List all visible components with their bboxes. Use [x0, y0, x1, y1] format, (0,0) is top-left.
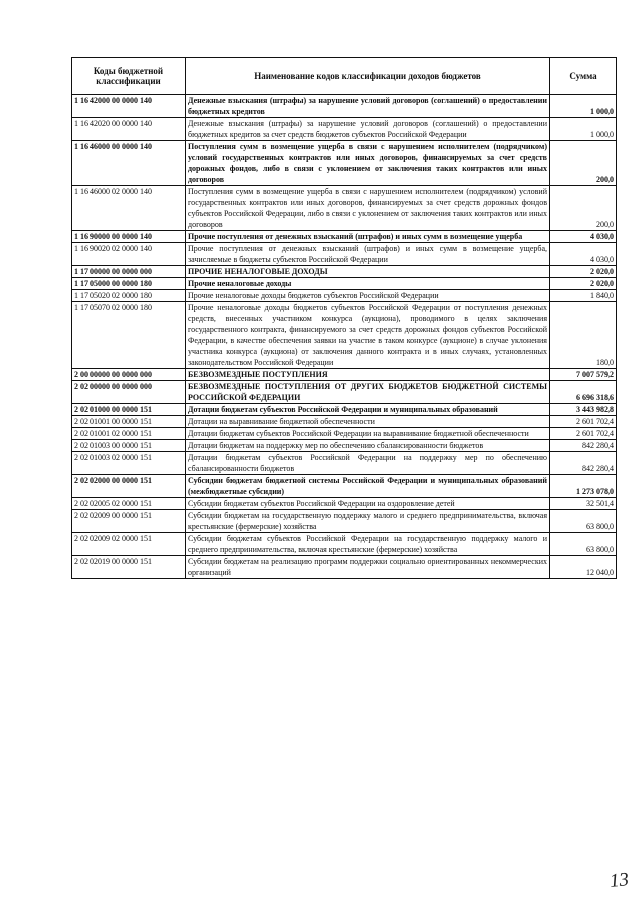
header-codes: Коды бюджетной классификации [72, 58, 186, 95]
row-name: Субсидии бюджетам субъектов Российской Федерации на государственную поддержку малого и среднего предпринимательства, включая крестьянские (фермерские) хозяйства [186, 533, 550, 556]
row-sum: 12 040,0 [550, 556, 617, 579]
row-name: Денежные взыскания (штрафы) за нарушение условий договоров (соглашений) о предоставлении бюджетных кредитов за счет средств бюджетов субъектов Российской Федерации [186, 118, 550, 141]
row-code: 2 02 01003 00 0000 151 [72, 440, 186, 452]
row-name: Прочие поступления от денежных взысканий (штрафов) и иных сумм в возмещение ущерба [186, 231, 550, 243]
table-row [72, 369, 617, 381]
row-code: 1 17 05000 00 0000 180 [72, 278, 186, 290]
row-name: Дотации бюджетам субъектов Российской Федерации на поддержку мер по обеспечению сбалансированности бюджетов [186, 452, 550, 475]
row-name: Поступления сумм в возмещение ущерба в связи с нарушением исполнителем (подрядчиком) условий государственных контрактов или иных договоров, финансируемых за счет средств дорожных фондов, либо в связи с уклонением от заключения таких контрактов или иных договоров [186, 141, 550, 186]
table-row [72, 428, 617, 440]
row-sum: 1 840,0 [550, 290, 617, 302]
table-row [72, 416, 617, 428]
table-row [72, 404, 617, 416]
row-name: БЕЗВОЗМЕЗДНЫЕ ПОСТУПЛЕНИЯ [186, 369, 550, 381]
header-sum: Сумма [550, 58, 617, 95]
row-sum: 4 030,0 [550, 231, 617, 243]
table-row [72, 266, 617, 278]
row-code: 1 17 00000 00 0000 000 [72, 266, 186, 278]
row-code: 2 02 00000 00 0000 000 [72, 381, 186, 404]
row-name: Субсидии бюджетам на государственную поддержку малого и среднего предпринимательства, включая крестьянские (фермерские) хозяйства [186, 510, 550, 533]
row-name: Дотации бюджетам субъектов Российской Федерации на выравнивание бюджетной обеспеченности [186, 428, 550, 440]
row-sum: 63 800,0 [550, 533, 617, 556]
row-code: 1 16 42000 00 0000 140 [72, 95, 186, 118]
row-name: Субсидии бюджетам бюджетной системы Российской Федерации и муниципальных образований (межбюджетные субсидии) [186, 475, 550, 498]
table-row [72, 302, 617, 369]
row-code: 1 16 90000 00 0000 140 [72, 231, 186, 243]
row-name: Субсидии бюджетам субъектов Российской Федерации на оздоровление детей [186, 498, 550, 510]
row-code: 1 17 05020 02 0000 180 [72, 290, 186, 302]
row-code: 2 02 01001 00 0000 151 [72, 416, 186, 428]
row-code: 2 02 01000 00 0000 151 [72, 404, 186, 416]
row-name: ПРОЧИЕ НЕНАЛОГОВЫЕ ДОХОДЫ [186, 266, 550, 278]
row-code: 1 16 42020 00 0000 140 [72, 118, 186, 141]
table-row [72, 556, 617, 579]
row-code: 2 02 01003 02 0000 151 [72, 452, 186, 475]
row-sum: 200,0 [550, 141, 617, 186]
row-name: Денежные взыскания (штрафы) за нарушение условий договоров (соглашений) о предоставлении бюджетных кредитов [186, 95, 550, 118]
row-code: 1 16 46000 02 0000 140 [72, 186, 186, 231]
table-row [72, 440, 617, 452]
table-row [72, 118, 617, 141]
table-row [72, 498, 617, 510]
row-sum: 842 280,4 [550, 452, 617, 475]
row-code: 1 16 90020 02 0000 140 [72, 243, 186, 266]
row-name: Прочие неналоговые доходы [186, 278, 550, 290]
page-number: 13 [608, 869, 630, 892]
row-sum: 1 273 078,0 [550, 475, 617, 498]
row-name: Дотации бюджетам на поддержку мер по обеспечению сбалансированности бюджетов [186, 440, 550, 452]
row-code: 2 02 01001 02 0000 151 [72, 428, 186, 440]
header-name: Наименование кодов классификации доходов бюджетов [186, 58, 550, 95]
row-sum: 63 800,0 [550, 510, 617, 533]
row-sum: 32 501,4 [550, 498, 617, 510]
row-name: Прочие неналоговые доходы бюджетов субъектов Российской Федерации от поступления денежных средств, внесенных участником конкурса (аукциона), проводимого в целях заключения государственного контракта, финансируемого за счет средств дорожных фондов субъектов Российской Федерации, в качестве обеспечения заявки на участие в таком конкурсе (аукционе) в случае уклонения участника конкурса (аукциона) от заключения данного контракта и в иных случаях, установленных законодательством Российской Федерации [186, 302, 550, 369]
row-code: 2 02 02009 00 0000 151 [72, 510, 186, 533]
table-row [72, 290, 617, 302]
table-body [72, 95, 617, 579]
row-code: 1 17 05070 02 0000 180 [72, 302, 186, 369]
table-row [72, 231, 617, 243]
row-code: 2 02 02000 00 0000 151 [72, 475, 186, 498]
table-row [72, 141, 617, 186]
row-code: 2 02 02005 02 0000 151 [72, 498, 186, 510]
row-name: Прочие поступления от денежных взысканий (штрафов) и иных сумм в возмещение ущерба, зачисляемые в бюджеты субъектов Российской Федерации [186, 243, 550, 266]
table-header-row [72, 58, 617, 95]
row-sum: 180,0 [550, 302, 617, 369]
row-sum: 842 280,4 [550, 440, 617, 452]
row-name: Дотации на выравнивание бюджетной обеспеченности [186, 416, 550, 428]
table-row [72, 381, 617, 404]
table-row [72, 452, 617, 475]
row-code: 1 16 46000 00 0000 140 [72, 141, 186, 186]
row-name: Прочие неналоговые доходы бюджетов субъектов Российской Федерации [186, 290, 550, 302]
row-name: Дотации бюджетам субъектов Российской Федерации и муниципальных образований [186, 404, 550, 416]
row-sum: 4 030,0 [550, 243, 617, 266]
table-row [72, 95, 617, 118]
row-code: 2 02 02019 00 0000 151 [72, 556, 186, 579]
table-row [72, 278, 617, 290]
row-code: 2 02 02009 02 0000 151 [72, 533, 186, 556]
row-sum: 2 020,0 [550, 278, 617, 290]
row-sum: 3 443 982,8 [550, 404, 617, 416]
row-sum: 6 696 318,6 [550, 381, 617, 404]
row-sum: 200,0 [550, 186, 617, 231]
row-name: БЕЗВОЗМЕЗДНЫЕ ПОСТУПЛЕНИЯ ОТ ДРУГИХ БЮДЖЕТОВ БЮДЖЕТНОЙ СИСТЕМЫ РОССИЙСКОЙ ФЕДЕРАЦИИ [186, 381, 550, 404]
row-sum: 2 601 702,4 [550, 428, 617, 440]
row-name: Субсидии бюджетам на реализацию программ поддержки социально ориентированных некоммерческих организаций [186, 556, 550, 579]
table-row [72, 510, 617, 533]
revenue-codes-table [71, 57, 617, 579]
row-sum: 1 000,0 [550, 95, 617, 118]
row-sum: 2 020,0 [550, 266, 617, 278]
row-sum: 1 000,0 [550, 118, 617, 141]
table-row [72, 243, 617, 266]
table-row [72, 186, 617, 231]
row-code: 2 00 00000 00 0000 000 [72, 369, 186, 381]
row-sum: 7 007 579,2 [550, 369, 617, 381]
table-row [72, 533, 617, 556]
table-row [72, 475, 617, 498]
row-name: Поступления сумм в возмещение ущерба в связи с нарушением исполнителем (подрядчиком) условий государственных контрактов или иных договоров, финансируемых за счет средств дорожных фондов субъектов Российской Федерации, либо в связи с уклонением от заключения таких контрактов или иных договоров [186, 186, 550, 231]
row-sum: 2 601 702,4 [550, 416, 617, 428]
